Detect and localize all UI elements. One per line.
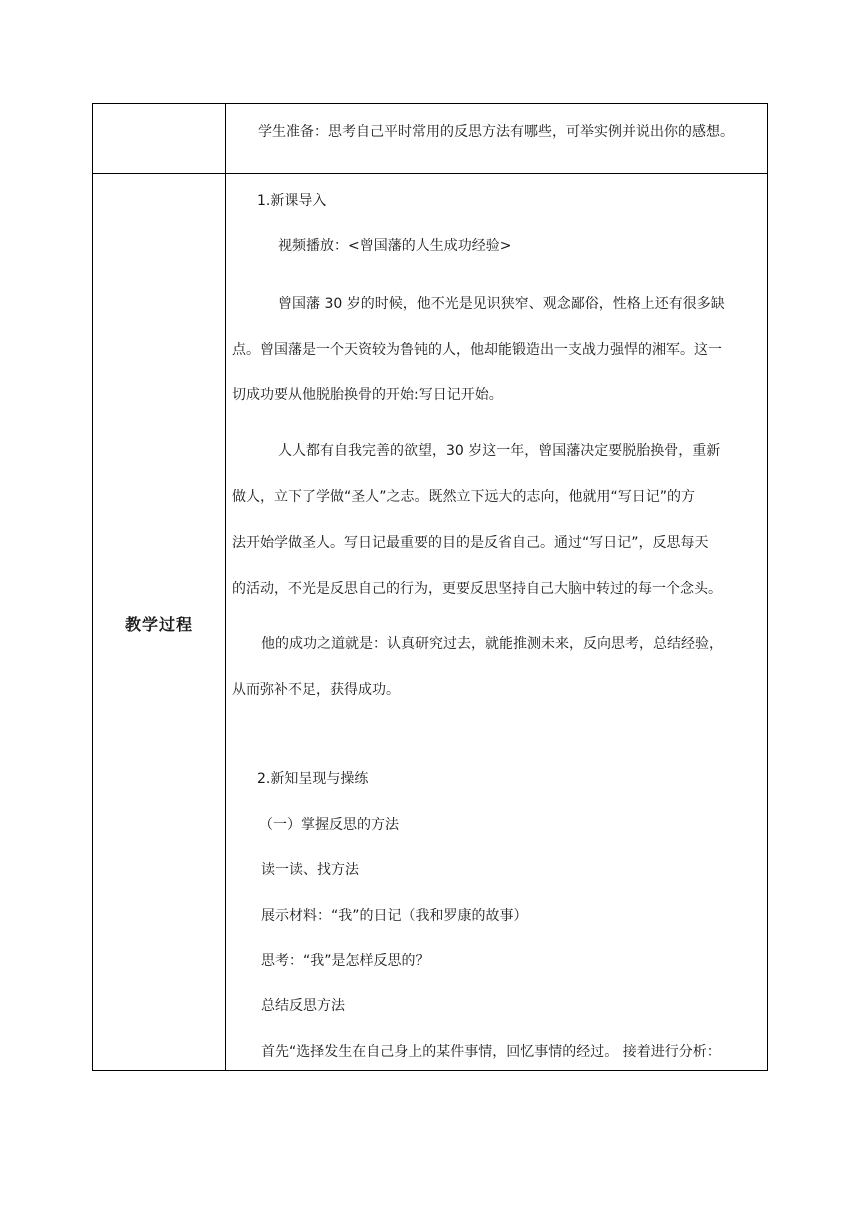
column-divider — [225, 104, 226, 1070]
row-divider — [93, 173, 767, 174]
lesson-plan-table — [92, 103, 768, 1071]
para3-line1: 他的成功之道就是：认真研究过去，就能推测未来，反向思考，总结经验， — [261, 636, 723, 652]
show-material-line: 展示材料：“我”的日记（我和罗康的故事） — [261, 908, 528, 924]
video-line: 视频播放：<曾国藩的人生成功经验> — [278, 238, 512, 254]
para1-line3: 切成功要从他脱胎换骨的开始:写日记开始。 — [232, 387, 503, 403]
para2-line2: 做人，立下了学做“圣人”之志。既然立下远大的志向，他就用“写日记”的方 — [232, 489, 696, 505]
para1-line2: 点。曾国藩是一个天资较为鲁钝的人，他却能锻造出一支战力强悍的湘军。这一 — [232, 342, 722, 358]
read-find-line: 读一读、找方法 — [261, 862, 359, 878]
para2-line4: 的活动，不光是反思自己的行为，更要反思坚持自己大脑中转过的每一个念头。 — [232, 581, 722, 597]
section2-title: 2.新知呈现与操练 — [257, 771, 369, 787]
row2-label: 教学过程 — [124, 615, 193, 634]
section1-title: 1.新课导入 — [257, 193, 327, 209]
summary-line: 总结反思方法 — [261, 998, 345, 1014]
para2-line3: 法开始学做圣人。写日记最重要的目的是反省自己。通过“写日记”，反思每天 — [232, 535, 709, 551]
first-step-line: 首先“选择发生在自己身上的某件事情，回忆事情的经过。 接着进行分析： — [261, 1044, 721, 1060]
para3-line2: 从而弥补不足，获得成功。 — [232, 682, 400, 698]
para2-line1: 人人都有自我完善的欲望，30 岁这一年，曾国藩决定要脱胎换骨，重新 — [278, 443, 721, 459]
student-prep-text: 学生准备：思考自己平时常用的反思方法有哪些，可举实例并说出你的感想。 — [258, 124, 734, 140]
think-line: 思考：“我”是怎样反思的？ — [261, 953, 430, 969]
para1-line1: 曾国藩 30 岁的时候，他不光是见识狭窄、观念鄙俗，性格上还有很多缺 — [278, 296, 725, 312]
subsection-title: （一）掌握反思的方法 — [259, 817, 399, 833]
